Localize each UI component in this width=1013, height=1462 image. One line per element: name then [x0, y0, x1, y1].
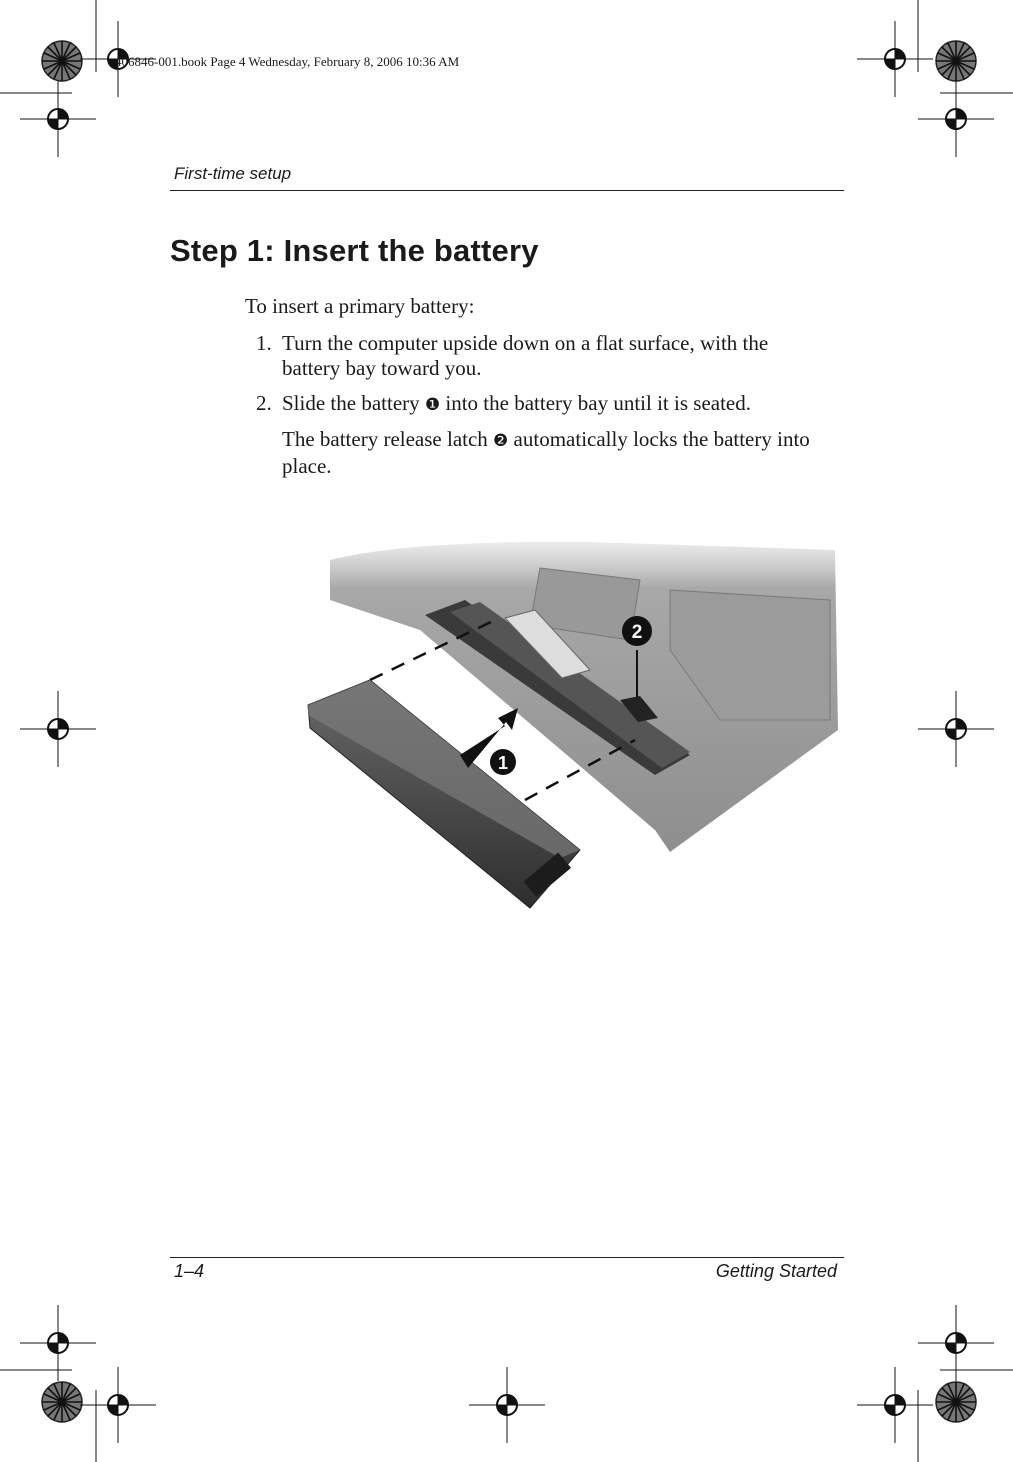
callout-1-inline: ❶ [424, 395, 441, 415]
step-1-text: Turn the computer upside down on a flat surface, with the battery bay toward you. [282, 331, 769, 380]
step-2-text-before: Slide the battery [282, 391, 425, 415]
page-title: Step 1: Insert the battery [170, 233, 539, 268]
step-2-text-after: into the battery bay until it is seated. [440, 391, 751, 415]
footer-book-title: Getting Started [715, 1261, 837, 1281]
callout-2-inline: ❷ [493, 431, 509, 451]
intro-text: To insert a primary battery: [245, 294, 475, 318]
battery-insertion-illustration [290, 530, 850, 915]
running-header: First-time setup [174, 164, 292, 183]
footer-rule [170, 1257, 844, 1258]
note-text-before: The battery release latch [282, 427, 494, 451]
step-2-text [282, 391, 827, 418]
callout-1-number: 1 [497, 753, 509, 773]
page-number: 1–4 [174, 1261, 205, 1281]
callout-2-number: 2 [631, 622, 643, 643]
print-slug: 406846-001.book Page 4 Wednesday, February 8, 2006 10:36 AM [115, 54, 460, 69]
step-2-note [282, 427, 827, 479]
step-1-number: 1. [256, 331, 272, 355]
step-2-number: 2. [256, 391, 272, 415]
note-text-after: automatically locks the battery into place. [282, 427, 810, 478]
header-rule [170, 190, 844, 191]
